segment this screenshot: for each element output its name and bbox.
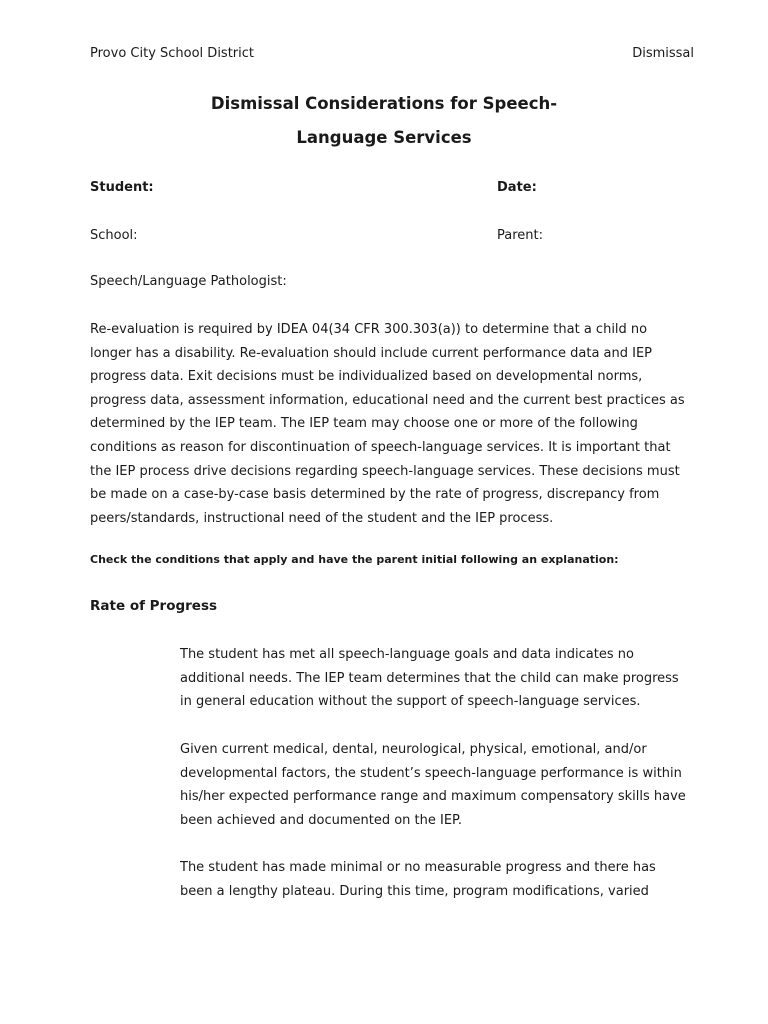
condition-item: The student has made minimal or no measurable progress and there has been a lengthy plateau. During this time, program modifications, varied [180, 860, 656, 899]
instruction-text: Check the conditions that apply and have the parent initial following an explanation: [90, 553, 619, 566]
header-section: Dismissal [632, 46, 694, 61]
intro-paragraph: Re-evaluation is required by IDEA 04(34 CFR 300.303(a)) to determine that a child no longer has a disability. Re-evaluation should include current performance data and IEP progress data. Exit decisions must be individualized based on developmental norms, progress data, assessment information, educational need and the current best practices as determined by the IEP team. The IEP team may choose one or more of the following conditions as reason for discontinuation of speech-language services. It is important that the IEP process drive decisions regarding speech-language services. These decisions must be made on a case-by-case basis determined by the rate of progress, discrepancy from peers/standards, instructional need of the student and the IEP process. [90, 322, 685, 526]
header-district: Provo City School District [90, 46, 254, 61]
condition-item: The student has met all speech-language goals and data indicates no additional needs. The IEP team determines that the child can make progress in general education without the support of speech-language services. [180, 647, 679, 710]
slp-field-label: Speech/Language Pathologist: [90, 274, 287, 289]
title-line-2: Language Services [296, 128, 472, 147]
title-line-1: Dismissal Considerations for Speech- [210, 94, 558, 113]
condition-item: Given current medical, dental, neurological, physical, emotional, and/or developmental factors, the student’s speech-language performance is within his/her expected performance range and maximum compensatory skills have been achieved and documented on the IEP. [180, 742, 686, 828]
section-heading: Rate of Progress [90, 598, 218, 614]
student-field-label: Student: [90, 180, 154, 195]
date-field-label: Date: [497, 180, 537, 195]
parent-field-label: Parent: [497, 228, 543, 243]
school-field-label: School: [90, 228, 138, 243]
